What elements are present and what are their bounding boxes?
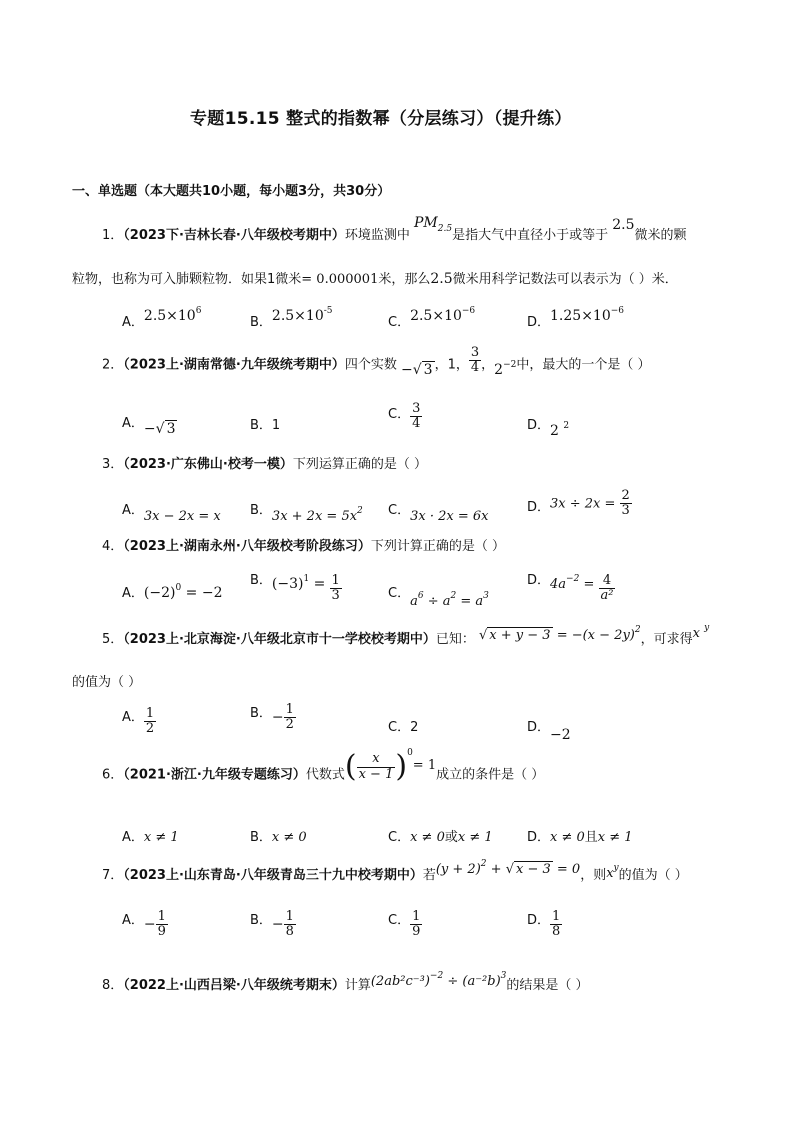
question-source: （2023上·北京海淀·八年级北京市十一学校校考期中） <box>123 632 436 647</box>
q6-option-d[interactable]: D．x ≠ 0且x ≠ 1 <box>527 830 633 845</box>
question-8: 8．（2022上·山西吕梁·八年级统考期末）计算$(2ab^2c^{-3})^{-2} \div (a^{-2}b)^3$的结果是（ ） <box>102 971 589 993</box>
question-4: 4．（2023上·湖南永州·八年级校考阶段练习）下列计算正确的是（ ） <box>102 539 505 554</box>
question-source: （2023上·湖南永州·八年级校考阶段练习） <box>123 539 371 554</box>
q3-option-a[interactable]: A．3x − 2x = x <box>122 503 221 524</box>
q2-option-c[interactable]: C． $\frac{3}{4}$ <box>388 401 421 432</box>
question-number: 5． <box>102 632 124 647</box>
q4-option-d[interactable]: D．$4a^{-2}$ = $\frac{4}{\text{a²}}$ <box>527 573 614 604</box>
pm25-symbol: $PM_{2.5}$ <box>414 215 453 234</box>
q2-option-b[interactable]: B．1 <box>250 418 281 433</box>
q4-option-b[interactable]: B．$(-3)^1$ = $\frac{1}{3}$ <box>250 573 340 604</box>
question-6: 6．（2021·浙江·九年级专题练习）代数式( $\frac{x}{x - 1}$ )$^0$= 1成立的条件是（ ） <box>102 747 545 784</box>
question-number: 8． <box>102 978 124 993</box>
q3-option-d[interactable]: D．3x ÷ 2x = $\frac{2}{3}$ <box>527 488 630 519</box>
question-number: 4． <box>102 539 124 554</box>
q6-option-b[interactable]: B．x ≠ 0 <box>250 830 307 845</box>
q7-option-a[interactable]: A．− $\frac{1}{9}$ <box>122 909 166 940</box>
q3-option-b[interactable]: B．$3x + 2x = 5x^2$ <box>250 503 363 524</box>
question-source: （2023上·山东青岛·八年级青岛三十九中校考期中） <box>123 868 423 883</box>
question-source: （2022上·山西吕梁·八年级统考期末） <box>123 978 345 993</box>
q3-option-c[interactable]: C．3x · 2x = 6x <box>388 503 489 524</box>
q1-option-b[interactable]: B．$2.5\times 10^{-5}$ <box>250 306 333 330</box>
q1-option-c[interactable]: C．$2.5\times 10^{-6}$ <box>388 306 476 330</box>
q6-option-c[interactable]: C．x ≠ 0或x ≠ 1 <box>388 830 493 845</box>
question-source: （2023下·吉林长春·八年级校考期中） <box>123 228 345 243</box>
question-5-line2: 的值为（ ） <box>72 675 142 690</box>
q2-option-d[interactable]: D．2 $^2$ <box>527 418 570 439</box>
question-source: （2021·浙江·九年级专题练习） <box>123 767 306 783</box>
q7-option-c[interactable]: C． $\frac{1}{9}$ <box>388 909 421 940</box>
q7-option-d[interactable]: D． $\frac{1}{8}$ <box>527 909 561 940</box>
q1-option-a[interactable]: A．$2.5\times 10^6$ <box>122 306 202 330</box>
q5-option-a[interactable]: A． $\frac{1}{2}$ <box>122 706 155 737</box>
question-number: 2． <box>102 357 124 373</box>
question-number: 7． <box>102 868 124 883</box>
q6-option-a[interactable]: A．x ≠ 1 <box>122 830 179 845</box>
q2-option-a[interactable]: A．−√ 3 <box>122 416 176 437</box>
q4-option-c[interactable]: C．$a^6 \div a^2 = a^3$ <box>388 586 489 609</box>
question-1: 1．（2023下·吉林长春·八年级校考期中）环境监测中 $PM_{2.5}$是指大气中直径小于或等于 2.5微米的颗 <box>102 215 687 243</box>
question-number: 3． <box>102 457 124 472</box>
question-number: 6． <box>102 767 124 783</box>
q5-option-b[interactable]: B．− $\frac{1}{2}$ <box>250 702 294 733</box>
question-7: 7．（2023上·山东青岛·八年级青岛三十九中校考期中）若$(y + 2)^2$ + √ x − 3 = 0，则$x^y$的值为（ ） <box>102 859 688 883</box>
question-source: （2023·广东佛山·校考一模） <box>123 457 293 472</box>
q1-option-d[interactable]: D．$1.25\times 10^{-6}$ <box>527 306 625 330</box>
question-5: 5．（2023上·北京海淀·八年级北京市十一学校校考期中）已知： √ $x + y - 3 = -(x - 2y)^2$，可求得x $^y$ <box>102 623 710 647</box>
question-1-line2: 粒物，也称为可入肺颗粒物．如果1微米= 0.000001米，那么2.5微米用科学记数法可以表示为（ ）米． <box>72 271 678 287</box>
question-2: 2．（2023上·湖南常德·九年级统考期中）四个实数 −√ 3 ，1， $\frac{3}{4}$ ，$2^{-2}$中，最大的一个是（ ） <box>102 345 651 379</box>
question-3: 3．（2023·广东佛山·校考一模）下列运算正确的是（ ） <box>102 457 427 472</box>
page-title: 专题15.15 整式的指数幂（分层练习）（提升练） <box>190 109 572 129</box>
question-source: （2023上·湖南常德·九年级统考期中） <box>123 357 345 373</box>
q5-option-d[interactable]: D．−2 <box>527 720 571 743</box>
q5-option-c[interactable]: C．2 <box>388 720 419 735</box>
q4-option-a[interactable]: A．$(-2)^0 = -2$ <box>122 583 223 601</box>
q7-option-b[interactable]: B．− $\frac{1}{8}$ <box>250 909 294 940</box>
question-number: 1． <box>102 228 124 243</box>
section-heading: 一、单选题（本大题共10小题，每小题3分，共30分） <box>72 184 391 199</box>
